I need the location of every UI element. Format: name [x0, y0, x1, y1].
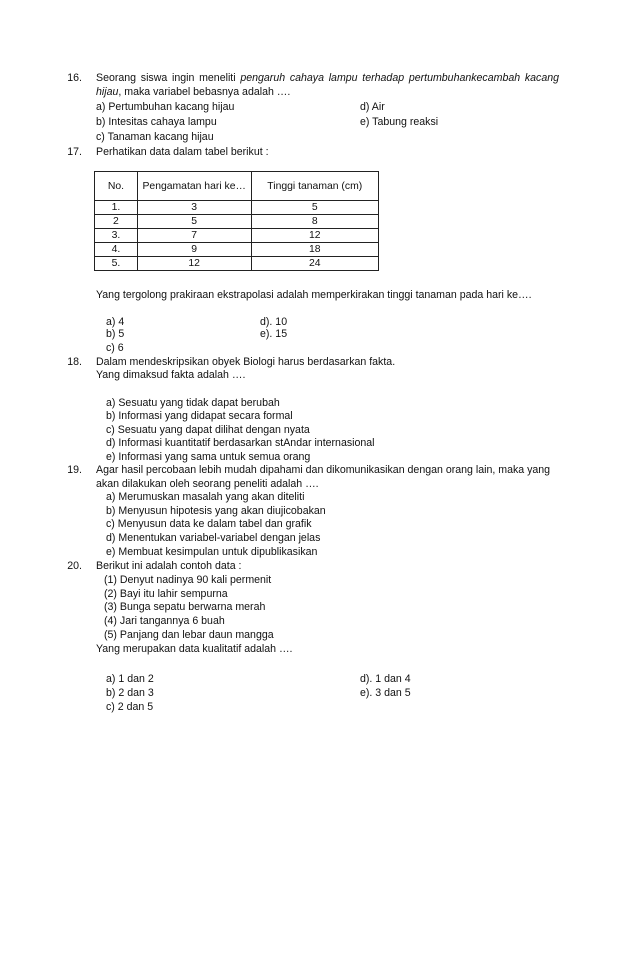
table-cell: 4.	[95, 243, 138, 257]
q17-option-a[interactable]: a) 4	[106, 316, 125, 328]
q17-option-d[interactable]: d). 10	[260, 316, 288, 328]
table-cell: 1.	[95, 201, 138, 215]
q20-option-d[interactable]: d). 1 dan 4	[360, 673, 411, 685]
q16-option-a[interactable]: a) Pertumbuhan kacang hijau	[96, 101, 235, 113]
table-cell: 3.	[95, 229, 138, 243]
q20-option-b[interactable]: b) 2 dan 3	[106, 687, 154, 699]
q20-item-3: (3) Bunga sepatu berwarna merah	[104, 601, 266, 613]
table-cell: 18	[251, 243, 378, 257]
q17-question: Perhatikan data dalam tabel berikut :	[96, 146, 269, 158]
table-cell: 9	[137, 243, 251, 257]
table-cell: 12	[137, 257, 251, 271]
q20-option-a[interactable]: a) 1 dan 2	[106, 673, 154, 685]
table-row	[95, 243, 379, 257]
q17-prompt: Yang tergolong prakiraan ekstrapolasi adalah memperkirakan tinggi tanaman pada hari ke….	[96, 289, 532, 301]
q18-option-e[interactable]: e) Informasi yang sama untuk semua orang	[106, 451, 311, 463]
q19-number: 19.	[67, 464, 82, 476]
q20-option-c[interactable]: c) 2 dan 5	[106, 701, 154, 713]
q20-question: Berikut ini adalah contoh data :	[96, 560, 242, 572]
q16-option-c[interactable]: c) Tanaman kacang hijau	[96, 131, 214, 143]
q18-option-b[interactable]: b) Informasi yang didapat secara formal	[106, 410, 293, 422]
q18-option-c[interactable]: c) Sesuatu yang dapat dilihat dengan nyata	[106, 424, 310, 436]
table-cell: 7	[137, 229, 251, 243]
q19-question: Agar hasil percobaan lebih mudah dipahami dan dikomunikasikan dengan orang lain, maka yang	[96, 464, 551, 476]
q16-number: 16.	[67, 72, 82, 84]
table-row	[95, 229, 379, 243]
q16-text-italic-2: hijau	[96, 86, 119, 98]
table-header-cell: No.	[95, 172, 138, 201]
q18-option-d[interactable]: d) Informasi kuantitatif berdasarkan stAndar internasional	[106, 437, 375, 449]
q19-option-e[interactable]: e) Membuat kesimpulan untuk dipublikasikan	[106, 546, 318, 558]
q17-number: 17.	[67, 146, 82, 158]
q20-item-1: (1) Denyut nadinya 90 kali permenit	[104, 574, 272, 586]
q18-option-a[interactable]: a) Sesuatu yang tidak dapat berubah	[106, 397, 280, 409]
q19-option-d[interactable]: d) Menentukan variabel-variabel dengan jelas	[106, 532, 321, 544]
q16-option-d[interactable]: d) Air	[360, 101, 385, 113]
q19-option-c[interactable]: c) Menyusun data ke dalam tabel dan grafik	[106, 518, 312, 530]
table-header-row	[95, 172, 379, 201]
table-cell: 24	[251, 257, 378, 271]
table-cell: 5	[251, 201, 378, 215]
q19-option-b[interactable]: b) Menyusun hipotesis yang akan diujicobakan	[106, 505, 326, 517]
q20-prompt: Yang merupakan data kualitatif adalah ….	[96, 643, 293, 655]
q20-number: 20.	[67, 560, 82, 572]
q17-option-e[interactable]: e). 15	[260, 328, 288, 340]
table-cell: 8	[251, 215, 378, 229]
q18-question: Dalam mendeskripsikan obyek Biologi harus berdasarkan fakta.	[96, 356, 396, 368]
table-cell: 2	[95, 215, 138, 229]
q16-text-plain-2: , maka variabel bebasnya adalah ….	[118, 86, 291, 98]
q20-option-e[interactable]: e). 3 dan 5	[360, 687, 411, 699]
q20-item-5: (5) Panjang dan lebar daun mangga	[104, 629, 274, 641]
q18-number: 18.	[67, 356, 82, 368]
q16-text-plain: Seorang siswa ingin meneliti	[96, 72, 241, 84]
table-row	[95, 257, 379, 271]
table-cell: 3	[137, 201, 251, 215]
q17-option-b[interactable]: b) 5	[106, 328, 125, 340]
q16-option-e[interactable]: e) Tabung reaksi	[360, 116, 439, 128]
q18-question-2: Yang dimaksud fakta adalah ….	[96, 369, 246, 381]
q16-text-line1	[96, 72, 559, 85]
table-row	[95, 201, 379, 215]
q17-data-table	[94, 171, 379, 271]
q20-item-2: (2) Bayi itu lahir sempurna	[104, 588, 228, 600]
q19-question-2: akan dilakukan oleh seorang peneliti adalah ….	[96, 478, 319, 490]
table-header-cell: Pengamatan hari ke…	[137, 172, 251, 201]
table-header-cell: Tinggi tanaman (cm)	[251, 172, 378, 201]
table-row	[95, 215, 379, 229]
q19-option-a[interactable]: a) Merumuskan masalah yang akan diteliti	[106, 491, 305, 503]
table-cell: 5	[137, 215, 251, 229]
q16-text-italic: pengaruh cahaya lampu terhadap pertumbuhankecambah kacang	[240, 72, 560, 84]
table-cell: 12	[251, 229, 378, 243]
q20-item-4: (4) Jari tangannya 6 buah	[104, 615, 225, 627]
table-cell: 5.	[95, 257, 138, 271]
q16-text-line2	[96, 86, 290, 99]
q17-option-c[interactable]: c) 6	[106, 342, 124, 354]
q16-option-b[interactable]: b) Intesitas cahaya lampu	[96, 116, 217, 128]
